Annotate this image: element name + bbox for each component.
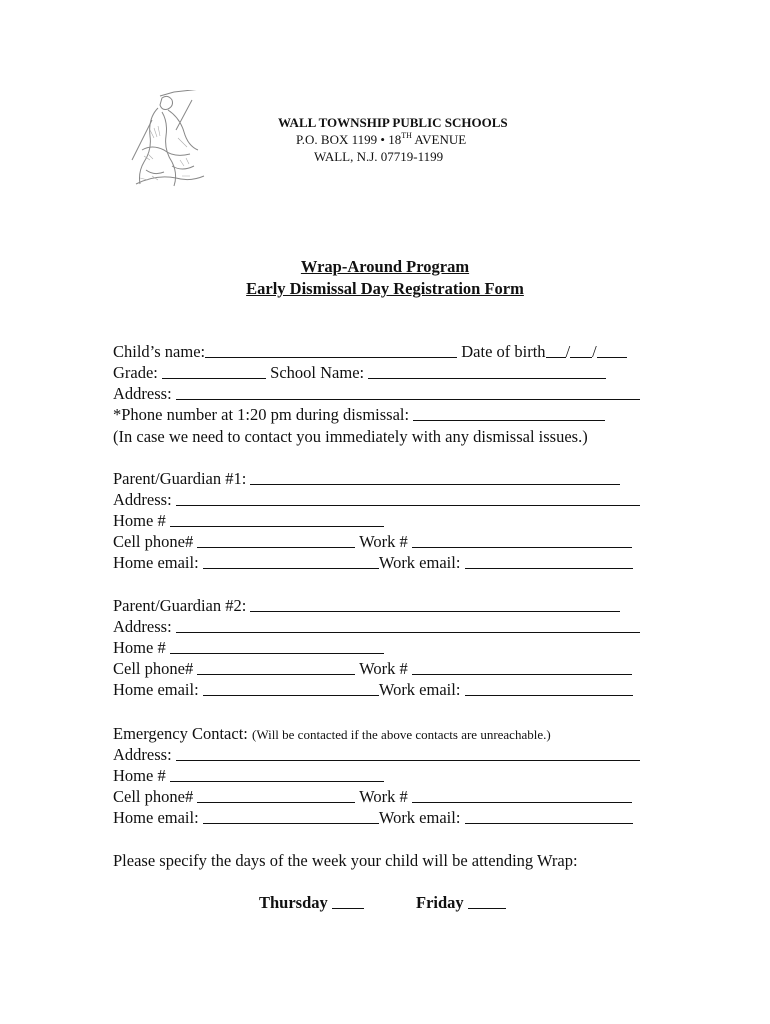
- emergency-home-row: Home #: [113, 766, 384, 786]
- dismissal-phone-row: *Phone number at 1:20 pm during dismissal:: [113, 405, 605, 425]
- parent1-home-email-field[interactable]: [203, 553, 379, 569]
- days-prompt: Please specify the days of the week your child will be attending Wrap:: [113, 851, 578, 870]
- district-name: WALL TOWNSHIP PUBLIC SCHOOLS: [278, 115, 508, 130]
- emergency-email-row: Home email: Work email:: [113, 808, 633, 828]
- parent1-home-field[interactable]: [170, 511, 384, 527]
- dob-day-field[interactable]: [570, 342, 592, 358]
- parent1-address-field[interactable]: [176, 490, 640, 506]
- emergency-contact-row: Emergency Contact: (Will be contacted if the above contacts are unreachable.): [113, 724, 551, 743]
- child-address-field[interactable]: [176, 384, 640, 400]
- parent1-name-field[interactable]: [250, 469, 620, 485]
- parent1-phone-row: Cell phone# Work #: [113, 532, 632, 552]
- parent2-address-row: Address:: [113, 617, 640, 637]
- emergency-phone-row: Cell phone# Work #: [113, 787, 632, 807]
- city-address: WALL, N.J. 07719-1199: [314, 149, 444, 164]
- parent2-row: Parent/Guardian #2:: [113, 596, 620, 616]
- emergency-home-email-field[interactable]: [203, 808, 379, 824]
- form-subtitle: Early Dismissal Day Registration Form: [246, 279, 524, 298]
- parent1-work-email-field[interactable]: [465, 553, 633, 569]
- parent1-cell-field[interactable]: [197, 532, 355, 548]
- parent2-home-field[interactable]: [170, 638, 384, 654]
- child-name-row: Child’s name: Date of birth / /: [113, 342, 627, 362]
- grade-field[interactable]: [162, 363, 266, 379]
- parent1-row: Parent/Guardian #1:: [113, 469, 620, 489]
- po-box-address: P.O. BOX 1199 • 18TH AVENUE: [296, 131, 467, 147]
- dismissal-phone-note: (In case we need to contact you immediately with any dismissal issues.): [113, 427, 588, 446]
- parent1-work-field[interactable]: [412, 532, 632, 548]
- emergency-work-email-field[interactable]: [465, 808, 633, 824]
- emergency-home-field[interactable]: [170, 766, 384, 782]
- parent1-home-row: Home #: [113, 511, 384, 531]
- dob-month-field[interactable]: [546, 342, 566, 358]
- thursday-option: Thursday: [259, 893, 364, 913]
- dismissal-phone-field[interactable]: [413, 405, 605, 421]
- grade-row: Grade: School Name:: [113, 363, 606, 383]
- parent1-address-row: Address:: [113, 490, 640, 510]
- parent2-phone-row: Cell phone# Work #: [113, 659, 632, 679]
- parent2-address-field[interactable]: [176, 617, 640, 633]
- child-name-field[interactable]: [205, 342, 457, 358]
- friday-option: Friday: [416, 893, 506, 913]
- emergency-address-field[interactable]: [176, 745, 640, 761]
- parent2-email-row: Home email: Work email:: [113, 680, 633, 700]
- parent2-work-email-field[interactable]: [465, 680, 633, 696]
- school-logo-minuteman: [122, 90, 212, 195]
- dob-year-field[interactable]: [597, 342, 627, 358]
- emergency-address-row: Address:: [113, 745, 640, 765]
- child-address-row: Address:: [113, 384, 640, 404]
- form-title: Wrap-Around Program: [300, 257, 470, 276]
- friday-field[interactable]: [468, 893, 506, 909]
- parent2-work-field[interactable]: [412, 659, 632, 675]
- parent2-name-field[interactable]: [250, 596, 620, 612]
- parent2-home-row: Home #: [113, 638, 384, 658]
- thursday-field[interactable]: [332, 893, 364, 909]
- school-name-field[interactable]: [368, 363, 606, 379]
- emergency-cell-field[interactable]: [197, 787, 355, 803]
- parent2-cell-field[interactable]: [197, 659, 355, 675]
- emergency-work-field[interactable]: [412, 787, 632, 803]
- parent1-email-row: Home email: Work email:: [113, 553, 633, 573]
- parent2-home-email-field[interactable]: [203, 680, 379, 696]
